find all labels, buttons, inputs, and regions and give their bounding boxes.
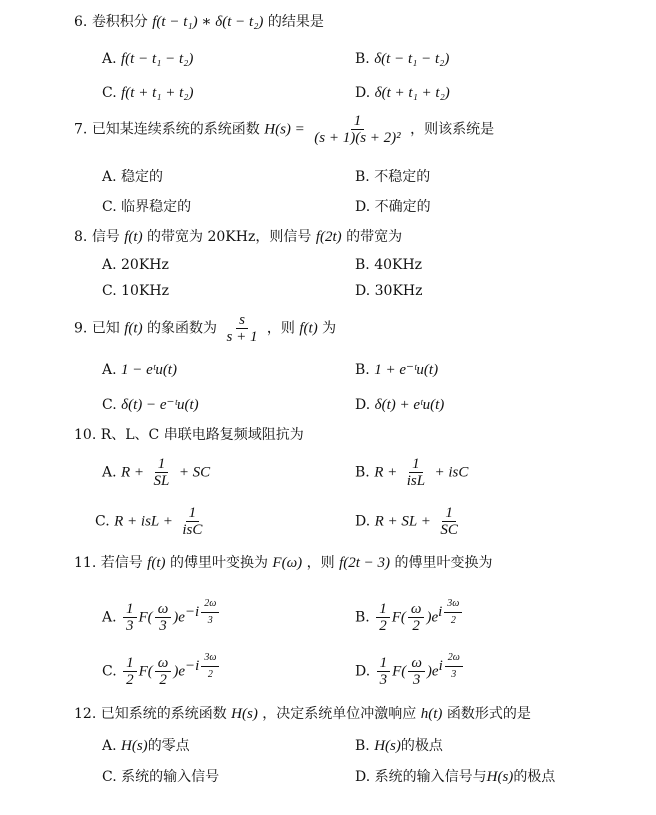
option-letter: A.	[102, 362, 117, 378]
option-text: 不确定的	[374, 199, 431, 215]
fraction	[155, 601, 172, 634]
option-12d[interactable]	[355, 768, 555, 786]
option-letter: C.	[102, 397, 117, 413]
question-stem: 若信号	[100, 555, 143, 571]
question-7	[74, 113, 494, 146]
option-letter: C.	[102, 663, 117, 680]
exponent-sign: i	[438, 603, 443, 620]
fraction-numerator: 1	[376, 601, 390, 618]
fraction-numerator: 1	[123, 655, 137, 672]
fraction-numerator: ω	[408, 601, 425, 618]
option-letter: B.	[355, 464, 370, 481]
question-number: 6.	[74, 14, 88, 30]
option-letter: A.	[102, 257, 117, 273]
option-text: 的极点	[400, 738, 443, 754]
question-stem-suffix: 为	[322, 320, 337, 337]
fraction-denominator: 2	[412, 618, 420, 635]
fraction-denominator: isL	[406, 473, 426, 489]
fraction-numerator: 1	[377, 655, 391, 672]
fraction	[179, 505, 205, 538]
fraction-numerator: 2ω	[201, 596, 219, 613]
exp-base: )e	[173, 609, 185, 626]
option-letter: A.	[102, 609, 117, 626]
fraction	[408, 655, 425, 688]
fraction	[437, 505, 461, 538]
fraction-denominator: isC	[182, 522, 203, 538]
option-9c[interactable]	[102, 396, 199, 414]
option-letter: B.	[355, 169, 370, 185]
question-stem-suffix: 的结果是	[267, 14, 324, 30]
option-text: 的零点	[147, 738, 190, 754]
option-11b[interactable]	[355, 596, 464, 634]
question-stem: 信号	[91, 229, 120, 245]
option-8b[interactable]	[355, 256, 422, 274]
option-expr-pre: R + isL +	[114, 513, 173, 530]
option-letter: C.	[102, 85, 117, 101]
question-formula: f(t)	[299, 320, 318, 337]
option-expr-post: + SC	[178, 464, 211, 481]
fraction-numerator: 1	[351, 113, 365, 130]
option-letter: A.	[102, 738, 117, 754]
question-number: 7.	[74, 121, 88, 138]
option-letter: D.	[355, 663, 371, 680]
fraction-numerator: 1	[186, 505, 200, 522]
exponent-fraction	[201, 650, 219, 683]
exp-base: )e	[426, 609, 439, 626]
exponent-fraction	[444, 596, 462, 629]
question-stem: 的象函数为	[147, 320, 218, 337]
question-stem: ，则	[266, 320, 295, 337]
question-number: 9.	[74, 320, 88, 337]
question-stem: 卷积积分	[91, 14, 148, 30]
fraction	[311, 113, 403, 146]
question-stem: 已知	[91, 320, 120, 337]
fraction-numerator: s	[236, 312, 248, 329]
question-formula: f(t)	[124, 229, 143, 245]
option-6c[interactable]	[102, 84, 193, 102]
fraction	[408, 601, 425, 634]
exponent-fraction	[445, 650, 463, 683]
question-stem: 已知系统的系统函数	[100, 706, 227, 722]
fraction-denominator: 3	[451, 669, 457, 680]
option-8c[interactable]	[102, 282, 169, 300]
exponent	[438, 652, 465, 680]
option-letter: A.	[102, 51, 117, 67]
fraction-denominator: 2	[379, 618, 387, 635]
option-letter: B.	[355, 257, 370, 273]
fraction-denominator: 3	[379, 672, 388, 689]
question-stem-suffix: 的带宽为	[346, 229, 403, 245]
question-formula: f(t − t₁) ∗ δ(t − t₂)	[152, 14, 264, 30]
fraction	[151, 456, 173, 489]
fraction-denominator: 3	[207, 615, 213, 626]
fraction-denominator: 3	[126, 618, 134, 635]
option-text: δ(t) + eᵗu(t)	[374, 397, 445, 413]
option-text: 1 − eᵗu(t)	[121, 362, 177, 378]
option-text: 20KHz	[121, 257, 169, 273]
question-stem-suffix: 的傅里叶变换为	[394, 555, 493, 571]
question-9	[74, 312, 336, 345]
option-10a[interactable]	[102, 456, 210, 489]
option-expr-post: + isC	[434, 464, 469, 481]
option-7a[interactable]	[102, 168, 163, 186]
option-7c[interactable]	[102, 198, 191, 216]
option-8a[interactable]	[102, 256, 169, 274]
option-10d[interactable]	[355, 505, 463, 538]
option-letter: D.	[355, 85, 371, 101]
exponent-sign: −i	[185, 657, 200, 674]
option-letter: B.	[355, 609, 370, 626]
question-6	[74, 13, 324, 31]
option-7d[interactable]	[355, 198, 431, 216]
option-text: 稳定的	[121, 169, 164, 185]
option-text: 30KHz	[374, 283, 423, 299]
question-formula: h(t)	[420, 706, 443, 722]
option-11c[interactable]	[102, 650, 221, 688]
question-number: 10.	[74, 427, 97, 443]
question-stem-suffix: 函数形式的是	[446, 706, 531, 722]
fraction-numerator: ω	[155, 601, 172, 618]
question-formula: F(ω)	[272, 555, 303, 571]
question-formula-lhs: H(s) =	[264, 121, 305, 138]
option-text: 系统的输入信号	[121, 769, 220, 785]
option-letter: A.	[102, 169, 117, 185]
option-9a[interactable]	[102, 361, 177, 379]
fraction	[377, 655, 391, 688]
option-expr-pre: R + SL +	[374, 513, 431, 530]
question-stem: 的傅里叶变换为	[169, 555, 268, 571]
option-letter: D.	[355, 283, 371, 299]
fraction-numerator: 2ω	[445, 650, 463, 667]
option-letter: D.	[355, 769, 371, 785]
option-text: 的极点	[513, 769, 556, 785]
option-text: δ(t) − e⁻ᵗu(t)	[121, 397, 199, 413]
option-text: 不稳定的	[374, 169, 431, 185]
question-formula: f(t)	[147, 555, 166, 571]
option-letter: D.	[355, 513, 371, 530]
option-text: 10KHz	[121, 283, 169, 299]
option-7b[interactable]	[355, 168, 430, 186]
option-letter: C.	[95, 513, 110, 530]
question-formula: f(2t)	[315, 229, 342, 245]
fraction-numerator: 3ω	[444, 596, 462, 613]
option-text: 40KHz	[374, 257, 423, 273]
fraction	[224, 312, 261, 345]
option-formula: H(s)	[374, 738, 401, 754]
fraction-denominator: 2	[207, 669, 213, 680]
option-letter: D.	[355, 199, 371, 215]
option-letter: B.	[355, 51, 370, 67]
question-stem: 已知某连续系统的系统函数	[91, 121, 260, 138]
fraction-denominator: 3	[159, 618, 167, 635]
exponent	[438, 598, 464, 626]
function-name: F(	[138, 609, 153, 626]
option-12a[interactable]	[102, 737, 190, 755]
option-9d[interactable]	[355, 396, 444, 414]
fraction-numerator: 3ω	[201, 650, 219, 667]
option-letter: C.	[102, 769, 117, 785]
question-formula: f(2t − 3)	[339, 555, 391, 571]
question-8	[74, 228, 402, 246]
option-6b[interactable]	[355, 50, 449, 68]
option-11d[interactable]	[355, 650, 465, 688]
fraction-numerator: 1	[442, 505, 456, 522]
fraction-denominator: SL	[153, 473, 170, 489]
question-number: 11.	[74, 555, 97, 571]
fraction-numerator: 1	[155, 456, 169, 473]
fraction-numerator: ω	[155, 655, 172, 672]
option-12b[interactable]	[355, 737, 443, 755]
option-8d[interactable]	[355, 282, 423, 300]
fraction-denominator: (s + 1)(s + 2)²	[314, 130, 401, 146]
question-stem-suffix: ，则该系统是	[410, 121, 495, 138]
fraction-numerator: 1	[123, 601, 137, 618]
fraction-denominator: 2	[450, 615, 456, 626]
exponent-sign: i	[438, 657, 443, 674]
option-text-pre: 系统的输入信号与	[374, 769, 487, 785]
question-11	[74, 554, 492, 572]
option-letter: C.	[102, 199, 117, 215]
option-letter: D.	[355, 397, 371, 413]
exponent	[184, 598, 221, 626]
option-letter: B.	[355, 362, 370, 378]
exponent-sign: −i	[184, 603, 200, 620]
option-expr-pre: R +	[374, 464, 398, 481]
option-12c[interactable]	[102, 768, 219, 786]
question-stem: ，决定系统单位冲激响应	[262, 706, 417, 722]
fraction-numerator: 1	[409, 456, 423, 473]
fraction-denominator: 2	[159, 672, 167, 689]
function-name: F(	[391, 609, 406, 626]
question-stem: ，则	[306, 555, 335, 571]
fraction	[123, 601, 137, 634]
fraction-denominator: s + 1	[226, 329, 258, 345]
exponent-fraction	[201, 596, 219, 629]
fraction-denominator: 2	[126, 672, 134, 689]
option-text: f(t + t₁ + t₂)	[121, 85, 194, 101]
function-name: F(	[392, 663, 407, 680]
option-expr-pre: R +	[121, 464, 145, 481]
option-text: 临界稳定的	[121, 199, 192, 215]
option-text: δ(t − t₁ − t₂)	[374, 51, 450, 67]
question-number: 12.	[74, 706, 97, 722]
option-11a[interactable]	[102, 596, 221, 634]
option-10c[interactable]	[95, 505, 207, 538]
exp-base: )e	[173, 663, 186, 680]
fraction-numerator: ω	[408, 655, 425, 672]
option-6d[interactable]	[355, 84, 450, 102]
option-text: δ(t + t₁ + t₂)	[374, 85, 450, 101]
option-formula: H(s)	[486, 769, 514, 785]
option-letter: C.	[102, 283, 117, 299]
option-9b[interactable]	[355, 361, 438, 379]
question-formula: f(t)	[124, 320, 143, 337]
fraction	[123, 655, 137, 688]
option-text: 1 + e⁻ᵗu(t)	[374, 362, 439, 378]
fraction	[404, 456, 428, 489]
question-stem: R、L、C 串联电路复频域阻抗为	[100, 427, 304, 443]
question-10	[74, 426, 304, 444]
fraction-denominator: SC	[440, 522, 458, 538]
fraction	[155, 655, 172, 688]
option-formula: H(s)	[121, 738, 148, 754]
exponent	[185, 652, 221, 680]
exp-base: )e	[426, 663, 439, 680]
option-6a[interactable]	[102, 50, 193, 68]
question-stem: 的带宽为 20KHz，则信号	[147, 229, 312, 245]
option-letter: B.	[355, 738, 370, 754]
option-text: f(t − t₁ − t₂)	[121, 51, 194, 67]
fraction-denominator: 3	[412, 672, 421, 689]
option-letter: A.	[102, 464, 117, 481]
question-12	[74, 705, 531, 723]
question-number: 8.	[74, 229, 88, 245]
option-10b[interactable]	[355, 456, 468, 489]
function-name: F(	[138, 663, 153, 680]
fraction	[376, 601, 390, 634]
question-formula: H(s)	[231, 706, 258, 722]
